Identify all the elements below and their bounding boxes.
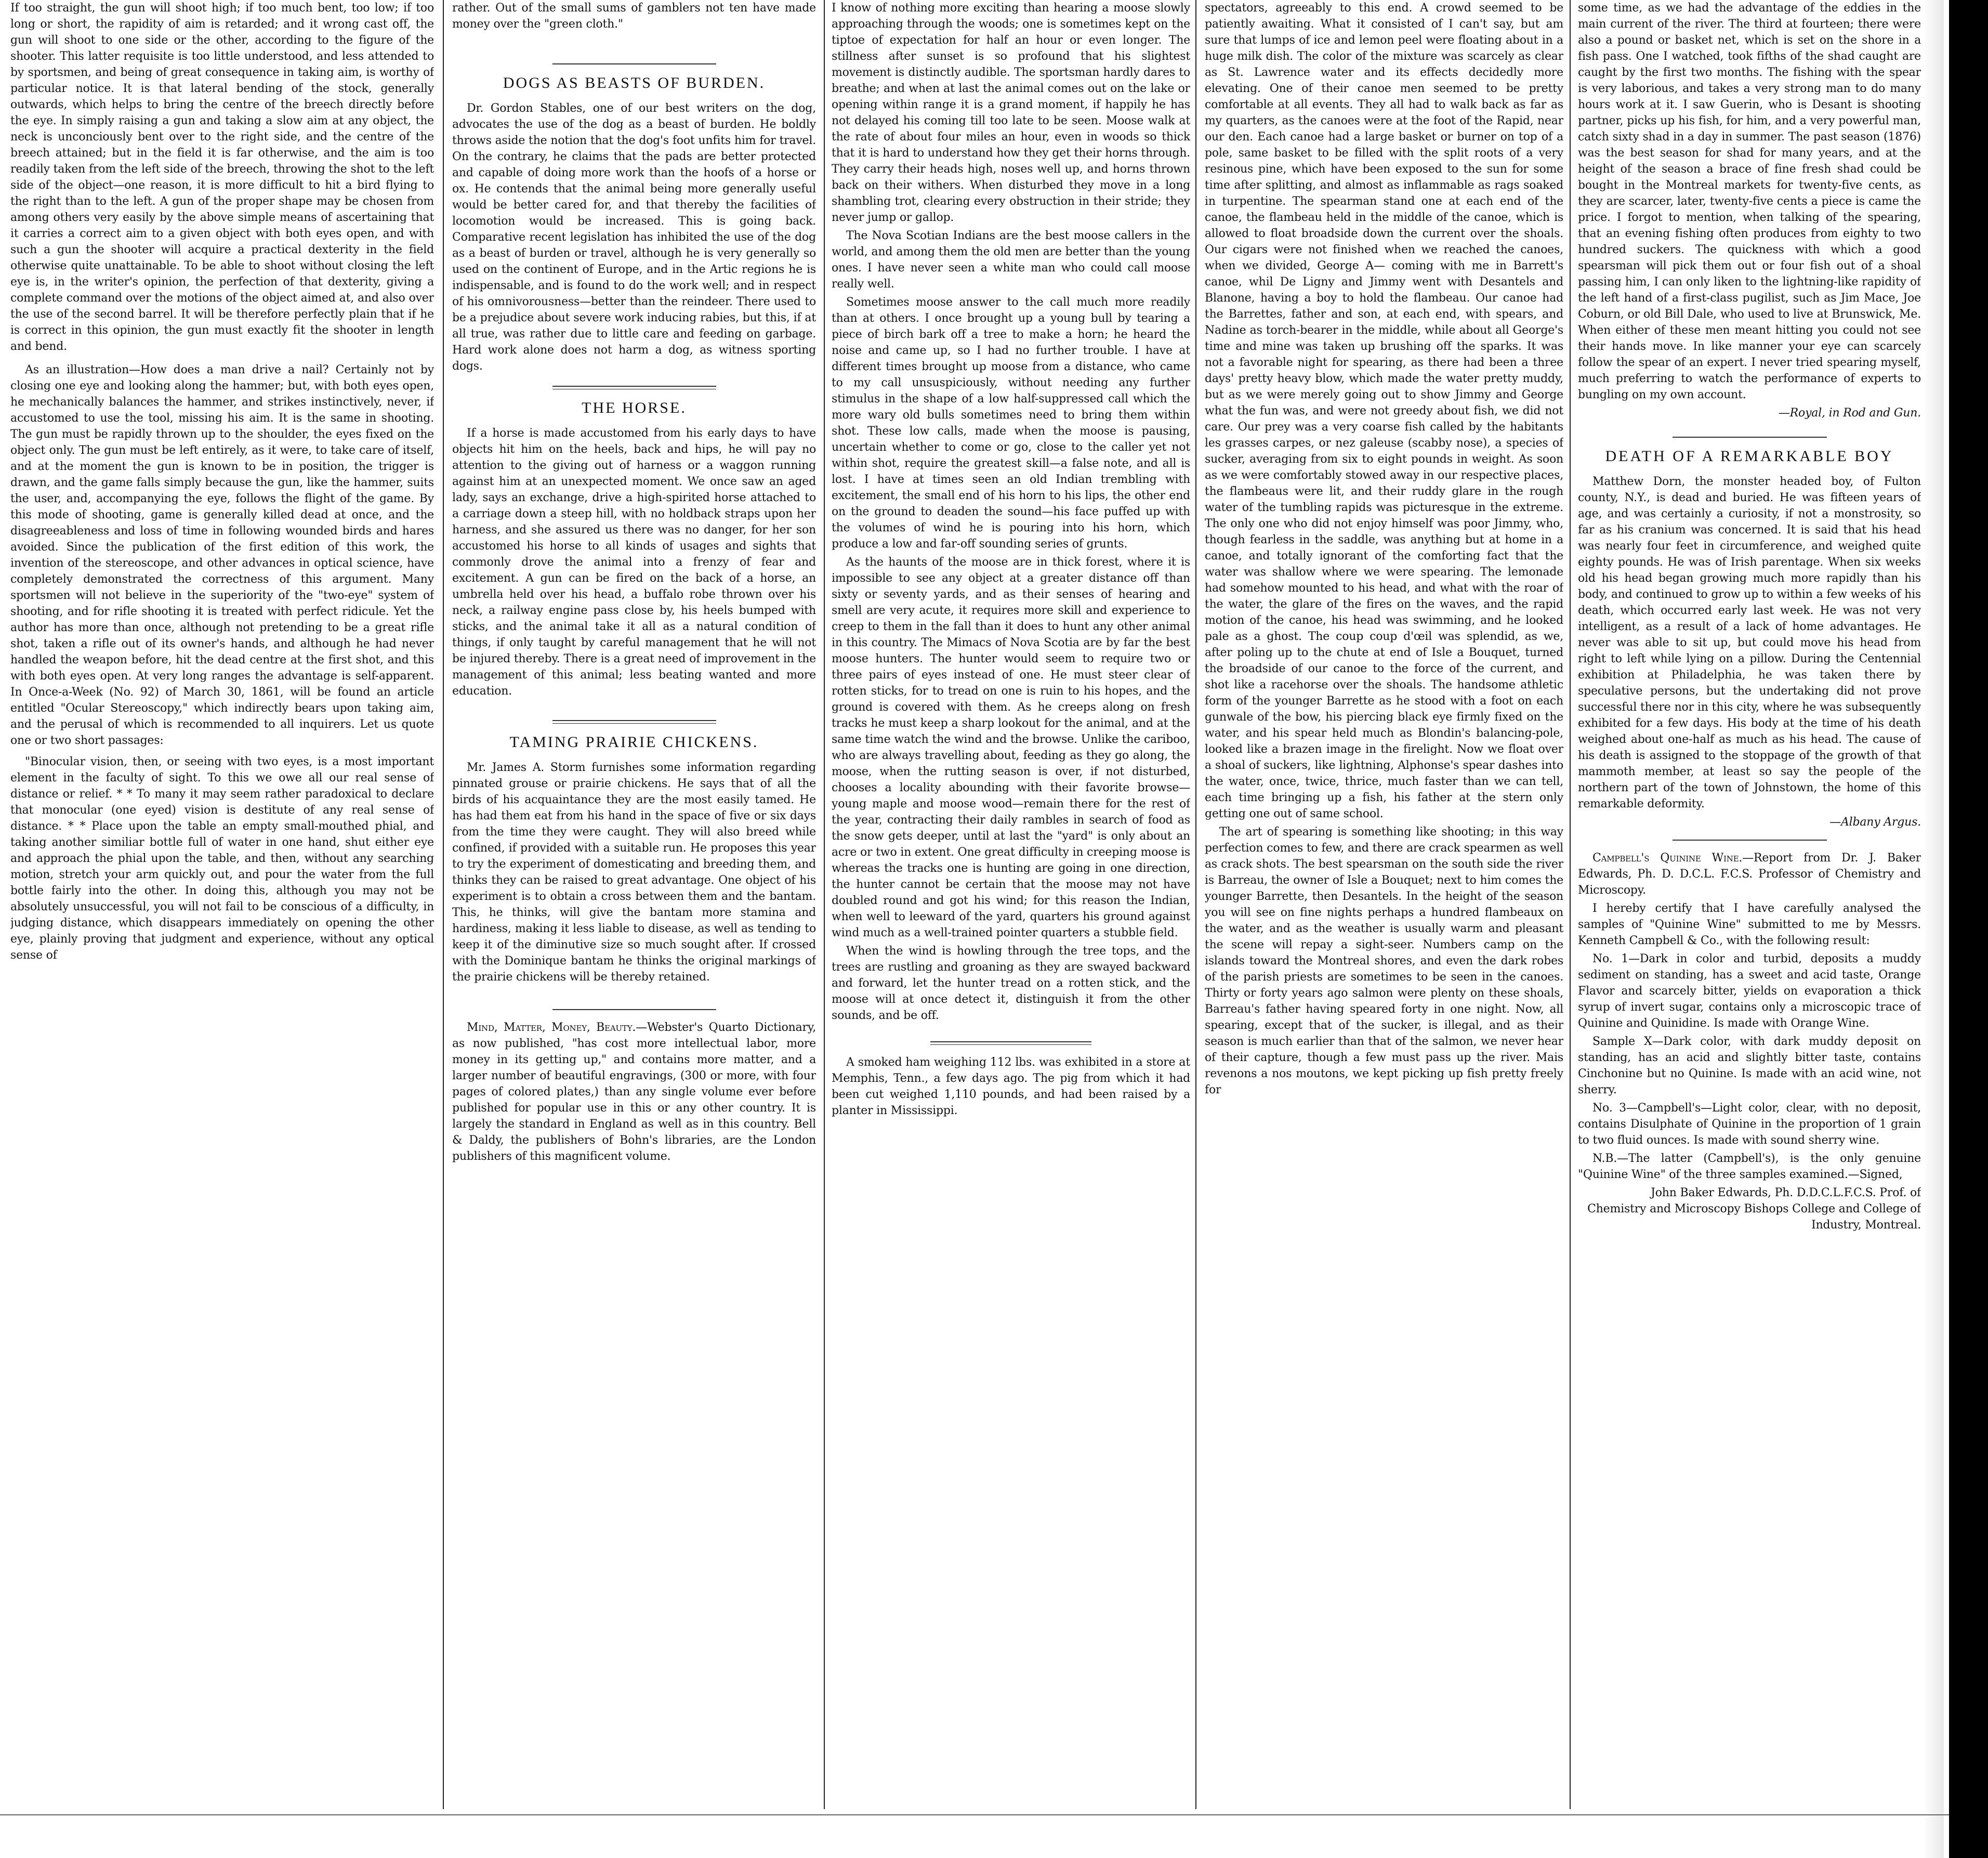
article-paragraph: N.B.—The latter (Campbell's), is the only genuine "Quinine Wine" of the three samples examined.—Signed,	[1578, 1152, 1921, 1181]
article-paragraph: spectators, agreeably to this end. A crowd seemed to be patiently awaiting. What it consisted of I can't say, but am sure that lumps of ice and lemon peel were floating about in a huge milk dish. The color of the mixture was scarcely as clear as St. Lawrence water and its effects decidedly more elevating. One of their canoe men seemed to be pretty comfortable at all events. They all had to walk back as far as my quarters, as the canoes were at the foot of the Rapid, near our den. Each canoe had a large basket or burner on top of a pole, same basket to be filled with the split roots of a very resinous pine, which have been exposed to the sun for some time after splitting, and almost as inflammable as rags soaked in turpentine. The spearman stand one at each end of the canoe, the flambeau held in the middle of the canoe, which is allowed to float broadside down the current over the shoals. Our cigars were not finished when we reached the canoes, when we divided, George A— coming with me in Barrett's canoe, whil De Ligny and Jimmy went with Desantels and Blanone, having a boy to hold the flambeau. Our canoe had the Barrettes, father and son, at each end, with spears, and Nadine as torch-bearer in the middle, while about all George's time and mine was taken up brushing off the sparks. It was not a favorable night for spearing, as there had been a three days' pretty heavy blow, which made the water pretty muddy, but as we were merely going out to show Jimmy and George what the fun was, and were not greedy about fish, we did not care. Our prey was a very coarse fish called by the habitants les grasses carpes, or nez galeuse (scabby nose), a species of sucker, averaging from six to eight pounds in weight. As soon as we were comfortably stowed away in our respective places, the flambeaus were lit, and their ruddy glare in the rough water of the tumbling rapids was picturesque in the extreme. The only one who did not enjoy himself was poor Jimmy, who, though fearless in the saddle, was anything but at home in a canoe, and totally ignorant of the comforting fact that the water was shallow where we were spearing. The lemonade had somehow mounted to his head, and what with the roar of the water, the glare of the fires on the waves, and the rapid motion of the canoe, his head was swimming, and he looked pale as a ghost. The coup coup d'œil was splendid, as we, after poling up to the chute at end of Isle a Bouquet, turned the broadside of our canoe to the force of the current, and shot like a racehorse over the shoals. The handsome athletic form of the younger Barrette as he stood with a foot on each gunwale of the bow, his piercing black eye firmly fixed on the water, and his spear held much as Blondin's balancing-pole, looked like a brazen image in the firelight. Now we float over a shoal of suckers, like lightning, Alphonse's spear dashes into the water, once, twice, thrice, much faster than we can tell, each time bringing up a fish, his father at the stern only getting one out of same school.	[1205, 2, 1563, 820]
column-2	[452, 0, 816, 1814]
headline: DEATH OF A REMARKABLE BOY	[1605, 448, 1894, 465]
article-paragraph: When the wind is howling through the tree tops, and the trees are rustling and groaning as they are swayed backward and forward, let the hunter tread on a rotten stick, and the moose will at once detect it, distinguish it from the other sounds, and be off.	[832, 945, 1190, 1022]
article-paragraph: Sometimes moose answer to the call much more readily than at others. I once brought up a young bull by tearing a piece of birch bark off a tree to make a horn; he heard the noise and came up, so I had no further trouble. I have at different times brought up moose from a distance, who came to my call unsuspiciously, without needing any further stimulus in the shape of a low half-suppressed call which the more wary old bulls sometimes need to bring them within shot. These low calls, made when the moose is pausing, uncertain whether to come or go, close to the caller yet not within shot, require the greatest skill—a false note, and all is lost. I have at times seen an old Indian trembling with excitement, the small end of his horn to his lips, the other end on the ground to deaden the sound—his face puffed up with the volumes of wind he is pouring into his horn, which produce a low and far-off sounding series of grunts.	[832, 296, 1190, 551]
column-5	[1578, 0, 1921, 1814]
article-paragraph: No. 1—Dark in color and turbid, deposits a muddy sediment on standing, has a sweet and acid taste, Orange Flavor and scarcely bitter, yields on evaporation a thick syrup of invert sugar, contains only a microscopic trace of Quinine and Quinidine. Is made with Orange Wine.	[1578, 952, 1921, 1030]
column-4	[1205, 0, 1563, 1814]
paragraph-lead: Mind, Matter, Money, Beauty.	[467, 1021, 636, 1034]
article-paragraph: Sample X—Dark color, with dark muddy deposit on standing, has an acid and slightly bitter taste, contains Cinchonine but no Quinine. Is made with an acid wine, not sherry.	[1578, 1035, 1921, 1096]
paragraph-body: —Report from Dr. J. Baker Edwards, Ph. D. D.C.L. F.C.S. Professor of Chemistry and Microscopy.	[1578, 852, 1921, 897]
paragraph-body: —Webster's Quarto Dictionary, as now published, "has cost more intellectual labor, more money in its getting up," and contains more matter, and a larger number of beautiful engravings, (300 or more, with four pages of colored plates,) than any single volume ever before published for popular use in this or any other country. It is largely the standard in England as well as in this country. Bell & Daldy, the publishers of Bohn's libraries, are the London publishers of this magnificent volume.	[452, 1021, 816, 1163]
section-divider	[552, 1009, 716, 1010]
article-signature: —Albany Argus.	[1829, 816, 1921, 829]
section-divider	[552, 63, 716, 64]
section-divider	[1673, 437, 1827, 438]
article-paragraph: As an illustration—How does a man drive a nail? Certainly not by closing one eye and looking along the hammer; but, with both eyes open, he mechanically balances the hammer, and strikes instinctively, never, if accustomed to use the tool, missing his aim. It is the same in shooting. The gun must be rapidly thrown up to the shoulder, the eyes fixed on the object only. The gun must be left entirely, as it were, to take care of itself, and at the moment the gun is known to be in position, the trigger is drawn, and the game falls simply because the gun, like the hammer, suits the user, and, accompanying the eye, follows the flight of the game. By this mode of shooting, game is generally killed dead at once, and the disagreeableness and loss of time in following wounded birds and hares avoided. Since the publication of the first edition of this work, the invention of the stereoscope, and other advances in optical science, have completely demonstrated the correctness of this argument. Many sportsmen will not believe in the superiority of the "two-eye" system of shooting, and for rifle shooting it is treated with perfect ridicule. Yet the author has more than once, although not pretending to be a great rifle shot, taken a rifle out of its owner's hands, and although he had never handled the weapon before, hit the dead centre at the first shot, and this with both eyes open. At very long ranges the advantage is self-apparent. In Once-a-Week (No. 92) of March 30, 1861, will be found an article entitled "Ocular Stereoscopy," which indirectly bears upon taking aim, and the perusal of which is recommended to all inquirers. Let us quote one or two short passages:	[10, 363, 434, 747]
section-divider	[552, 386, 716, 389]
article-paragraph: If too straight, the gun will shoot high; if too much bent, too low; if too long or short, the rapidity of aim is retarded; and it wrong cast off, the gun will shoot to one side or the other, according to the figure of the shooter. This latter requisite is too little understood, and less attended to by sportsmen, and being of great consequence in taking aim, is worthy of particular notice. It is that lateral bending of the stock, generally outwards, which helps to bring the centre of the breech directly before the eye. In simply raising a gun and taking a slow aim at any object, the neck is unconciously bent over to the right side, and the centre of the breech attained; but in the field it is far otherwise, and the aim is too readily taken from the left side of the breech, throwing the shot to the left side of the object—one reason, it is more difficult to hit a bird flying to the right than to the left. A gun of the proper shape may be chosen from among others very easily by the above simple means of ascertaining that it carries a correct aim to a given object with both eyes open, and with such a gun the shooter will acquire a practical dexterity in the field otherwise quite unattainable. To be able to shoot without closing the left eye is, in the writer's opinion, the perfection of that dexterity, giving a complete command over the motions of the object aimed at, and also over the use of the second barrel. It will be therefore perfectly plain that if he is correct in this opinion, the gun must exactly fit the shooter in length and bend.	[10, 2, 434, 353]
column-divider	[1195, 0, 1196, 1809]
column-3	[832, 0, 1190, 1814]
column-1	[10, 0, 434, 1814]
article-paragraph: As the haunts of the moose are in thick forest, where it is impossible to see any object at a greater distance off than sixty or seventy yards, and as their senses of hearing and smell are very acute, it requires more skill and experience to creep to them in the fall than it does to hunt any other animal in this country. The Mimacs of Nova Scotia are by far the best moose hunters. The hunter would seem to require two or three pairs of eyes instead of one. He must steer clear of rotten sticks, for to tread on one is ruin to his hopes, and the ground is covered with them. As he creeps along on fresh tracks he must keep a sharp lookout for the animal, and at the same time watch the wind and the browse. Unlike the cariboo, who are always travelling about, feeding as they go along, the moose, when the rutting season is over, if not disturbed, chooses a locality abounding with their favorite browse—young maple and moose wood—remain there for the rest of the year, contracting their daily rambles in search of food as the snow gets deeper, until at last the "yard" is only about an acre or two in extent. One great difficulty in creeping moose is whereas the tracks one is hunting are going in one direction, the hunter cannot be certain that the moose may not have doubled round and got his wind; for this reason the Indian, when well to leeward of the yard, quarters his ground against wind much as a well-trained pointer quarters a stubble field.	[832, 556, 1190, 939]
section-divider	[930, 1041, 1092, 1045]
headline: DOGS AS BEASTS OF BURDEN.	[503, 74, 766, 91]
article-paragraph: "Binocular vision, then, or seeing with two eyes, is a most important element in the faculty of sight. To this we owe all our real sense of distance or relief. * * To many it may seem rather paradoxical to declare that monocular (one eyed) vision is destitute of any real sense of distance. * * Place upon the table an empty small-mouthed phial, and taking another similiar bottle full of water in one hand, shut either eye and approach the phial upon the table, and then, without any searching motion, stretch your arm quickly out, and pour the water from the full bottle fairly into the other. In doing this, although you may not be absolutely unsuccessful, you will not fail to be conscious of a difficulty, in judging distance, which disappears immediately on opening the other eye, plainly proving that judgment and experience, without any optical sense of	[10, 755, 434, 962]
article-paragraph	[452, 1019, 816, 1164]
article-paragraph: some time, as we had the advantage of the eddies in the main current of the river. The third at fourteen; there were also a pound or basket net, which is set on the shore in a fish pass. One I watched, took fifths of the shad caught are caught by the first two months. The fishing with the spear is very laborious, and takes a very strong man to do many hours work at it. I saw Guerin, who is Desant is shooting partner, picks up his fish, for him, and a very powerful man, catch sixty shad in a day in summer. The past season (1876) was the best season for shad for many years, and at the height of the season a brace of fine fresh shad could be bought in the Montreal markets for twenty-five cents, as they are scarcer, later, twenty-five cents a piece is came the price. I forgot to mention, when talking of the spearing, that an evening fishing often produces from eighty to two hundred suckers. The quickness with which a good spearsman will pick them out or four fish out of a shoal passing him, I can only liken to the lightning-like rapidity of the left hand of a first-class pugilist, such as Jim Mace, Joe Coburn, or old Bill Dale, who used to live at Brunswick, Me. When either of these men meant hitting you could not see their hands move. In like manner your eye can scarcely follow the spear of an expert. I never tried spearing myself, much preferring to watch the performance of experts to bungling on my own account.	[1578, 2, 1921, 401]
article-paragraph: I know of nothing more exciting than hearing a moose slowly approaching through the woods; one is sometimes kept on the tiptoe of expectation for half an hour or even longer. The stillness after sunset is so profound that his slightest movement is distinctly audible. The sportsman hardly dares to breathe; and when at last the animal comes out on the lake or opening within range it is a grand moment, if happily he has not delayed his coming till too late to be seen. Moose walk at the rate of about four miles an hour, even in woods so thick that it is hard to understand how they get their horns through. They carry their heads high, noses well up, and horns thrown back on their withers. When disturbed they move in a long shambling trot, clearing every obstruction in their stride; they never jump or gallop.	[832, 2, 1190, 224]
article-paragraph: The art of spearing is something like shooting; in this way perfection comes to few, and there are crack spearmen as well as crack shots. The best spearsman on the south side the river is Barreau, the owner of Isle a Bouquet; next to him comes the younger Barrette, then Desantels. In the height of the season you will see on fine nights perhaps a hundred flambeaux on the water, and as the weather is usually warm and pleasant the scene will repay a sight-seer. Numbers camp on the islands toward the Montreal shores, and even the dark robes of the parish priests are sometimes to be seen in the canoes. Thirty or forty years ago salmon were plenty on these shoals, Barreau's father having speared forty in one night. Now, all spearing, except that of the sucker, is illegal, and as their season is much earlier than that of the salmon, we never hear of their capture, though a few must pass up the river. Mais revenons a nos moutons, we kept picking up fish pretty freely for	[1205, 826, 1563, 1096]
page-bottom-rule	[0, 1814, 1949, 1815]
article-paragraph: I hereby certify that I have carefully analysed the samples of "Quinine Wine" submitted to me by Messrs. Kenneth Campbell & Co., with the following result:	[1578, 902, 1921, 947]
article-paragraph: No. 3—Campbell's—Light color, clear, with no deposit, contains Disulphate of Quinine in the proportion of 1 grain to two fluid ounces. Is made with sound sherry wine.	[1578, 1102, 1921, 1147]
page-gutter-shadow	[1923, 0, 1944, 1858]
article-paragraph: The Nova Scotian Indians are the best moose callers in the world, and among them the old men are better than the young ones. I have never seen a white man who could call moose really well.	[832, 229, 1190, 291]
paragraph-lead: Campbell's Quinine Wine.	[1592, 852, 1743, 865]
section-divider	[1673, 840, 1827, 841]
article-paragraph: Mr. James A. Storm furnishes some information regarding pinnated grouse or prairie chickens. He says that of all the birds of his acquaintance they are the most easily tamed. He has had them eat from his hand in the space of five or six days from the time they were caught. They will also breed while confined, if provided with a suitable run. He proposes this year to try the experiment of domesticating and breeding them, and thinks they can be raised to great advantage. One object of his experiment is to obtain a cross between them and the bantam. This, he thinks, will give the bantam more stamina and hardiness, making it less liable to disease, as well as tending to keep it of the diminutive size so much sought after. If crossed with the Dominique bantam he thinks the original markings of the prairie chickens will be thereby retained.	[452, 761, 816, 984]
article-paragraph: If a horse is made accustomed from his early days to have objects hit him on the heels, back and hips, he will pay no attention to the giving out of harness or a waggon running against him at an unexpected moment. We once saw an aged lady, says an exchange, drive a high-spirited horse attached to a carriage down a steep hill, with no holdback straps upon her harness, and she assured us there was no danger, for her son accustomed his horse to all kinds of usages and sights that commonly drove the animal into a frenzy of fear and excitement. A gun can be fired on the back of a horse, an umbrella held over his head, a buffalo robe thrown over his neck, a railway engine pass close by, his heels bumped with sticks, and the animal take it all as a natural condition of things, if only taught by careful management that he will not be injured thereby. There is a great need of improvement in the management of this animal; less beating wanted and more education.	[452, 427, 816, 698]
article-paragraph	[1578, 850, 1921, 898]
article-paragraph: Dr. Gordon Stables, one of our best writers on the dog, advocates the use of the dog as a beast of burden. He boldly throws aside the notion that the dog's foot unfits him for travel. On the contrary, he claims that the pads are better protected and capable of doing more work than the hoofs of a horse or ox. He contends that the animal being more generally useful would be better cared for, and that thereby the facilities of locomotion would be increased. This is going back. Comparative recent legislation has inhibited the use of the dog as a beast of burden or travel, although he is very generally so used on the continent of Europe, and in the Artic regions he is indispensable, and is found to do the work well; and in respect of his omnivorousness—better than the reindeer. There used to be a prejudice about severe work inducing rabies, but this, if at all true, was rather due to little care and feeding on garbage. Hard work alone does not harm a dog, as witness sporting dogs.	[452, 102, 816, 373]
column-divider	[1570, 0, 1571, 1809]
scan-edge-bar	[1949, 0, 1988, 1858]
article-signature: —Royal, in Rod and Gun.	[1778, 407, 1921, 420]
article-signature: John Baker Edwards, Ph. D.D.C.L.F.C.S. Prof. of Chemistry and Microscopy Bishops College and College of Industry, Montreal.	[1587, 1186, 1921, 1232]
headline: THE HORSE.	[582, 399, 687, 416]
headline: TAMING PRAIRIE CHICKENS.	[509, 734, 759, 751]
article-paragraph: rather. Out of the small sums of gamblers not ten have made money over the "green cloth."	[452, 2, 816, 31]
article-paragraph: Matthew Dorn, the monster headed boy, of Fulton county, N.Y., is dead and buried. He was fifteen years of age, and was certainly a curiosity, if not a monstrosity, so far as his cranium was concerned. It is said that his head was nearly four feet in circumference, and weighed quite eighty pounds. He was of Irish parentage. When six weeks old his head began growing much more rapidly than his body, and continued to grow up to within a few weeks of his death, which occurred early last week. He was not very intelligent, as a result of a lack of home advantages. He never was able to sit up, but could move his head from right to left while lying on a pillow. During the Centennial exhibition at Philadelphia, he was taken there by speculative persons, but the undertaking did not prove successful there nor in this city, where he was subsequently exhibited for a few days. His body at the time of his death weighed about one-half as much as his head. The cause of his death is assigned to the stoppage of the growth of that mammoth member, at least so say the people of the northern part of the town of Johnstown, the home of this remarkable deformity.	[1578, 475, 1921, 810]
column-divider	[824, 0, 825, 1809]
section-divider	[552, 720, 716, 724]
column-divider	[443, 0, 444, 1809]
article-paragraph: A smoked ham weighing 112 lbs. was exhibited in a store at Memphis, Tenn., a few days ago. The pig from which it had been cut weighed 1,110 pounds, and had been raised by a planter in Mississippi.	[832, 1056, 1190, 1117]
blockquote	[10, 754, 434, 963]
